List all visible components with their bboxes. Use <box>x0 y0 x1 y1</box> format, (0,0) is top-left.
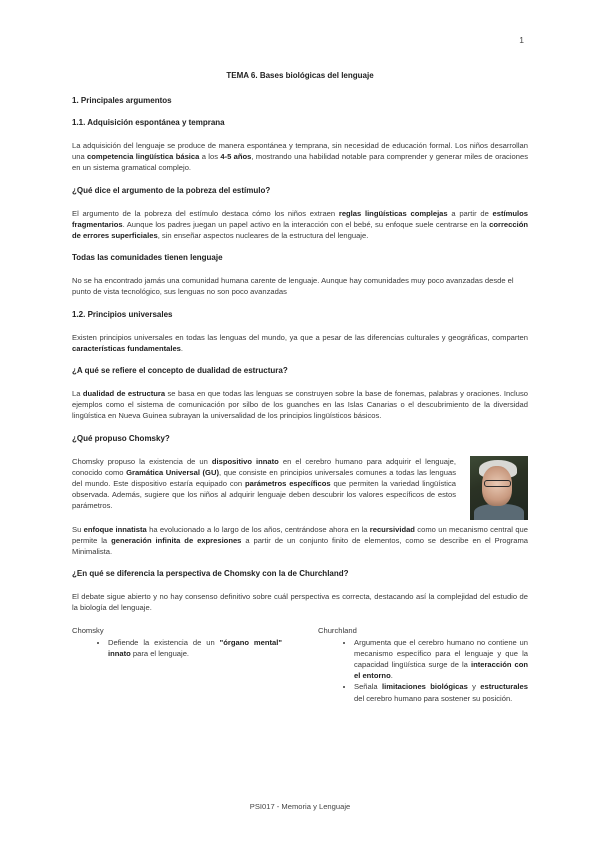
paragraph-pobreza: El argumento de la pobreza del estímulo destaca cómo los niños extraen reglas lingüísticas complejas a partir de estímulos fragmentarios. Aunque los padres juegan un papel activo en la interacción con el bebé, su enfoque suele centrarse en la corrección de errores superficiales, sin enseñar aspectos nucleares de la estructura del lenguaje. <box>72 208 528 241</box>
list-chomsky <box>72 637 282 659</box>
question-heading-dualidad: ¿A qué se refiere el concepto de dualidad de estructura? <box>72 366 288 376</box>
paragraph-chomsky-1: Chomsky propuso la existencia de un dispositivo innato en el cerebro humano para adquirir el lenguaje, conocido como Gramática Universal (GU), que consiste en principios universales comunes a todas las lenguas del mundo. Este dispositivo estaría equipado con parámetros específicos que permiten la variedad lingüística observada. Además, sugiere que los niños al adquirir lenguaje deben descubrir los valores específicos de estos parámetros. <box>72 456 456 511</box>
paragraph-universales: Existen principios universales en todas las lenguas del mundo, ya que a pesar de las diferencias culturales y geográficas, comparten características fundamentales. <box>72 332 528 353</box>
list-item: • Señala limitaciones biológicas y estructurales del cerebro humano para sostener su posición. <box>354 681 528 703</box>
column-label-chomsky: Chomsky <box>72 625 104 635</box>
document-title: TEMA 6. Bases biológicas del lenguaje <box>226 71 374 80</box>
section-heading-1: 1. Principales argumentos <box>72 96 172 105</box>
list-item: • Argumenta que el cerebro humano no contiene un mecanismo específico para el lenguaje y que la capacidad lingüística surge de la interacción con el entorno. <box>354 637 528 682</box>
paragraph-chomsky-2: Su enfoque innatista ha evolucionado a lo largo de los años, centrándose ahora en la recursividad como un mecanismo central que permite la generación infinita de expresiones a partir de un conjunto finito de elementos, como se describe en el Programa Minimalista. <box>72 524 529 557</box>
question-heading-chomsky: ¿Qué propuso Chomsky? <box>72 433 170 443</box>
column-churchland <box>318 626 528 704</box>
column-label-churchland: Churchland <box>318 625 357 635</box>
question-heading-comunidades: Todas las comunidades tienen lenguaje <box>72 253 223 263</box>
column-chomsky <box>72 626 282 704</box>
page-footer: PSI017 - Memoria y Lenguaje <box>249 802 351 811</box>
paragraph-adquisicion: La adquisición del lenguaje se produce de manera espontánea y temprana, sin necesidad de educación formal. Los niños desarrollan una competencia lingüística básica a los 4-5 años, mostrando una habilidad notable para comprender y generar miles de oraciones en un sistema gramatical complejo. <box>72 141 529 173</box>
section-heading-1-1: 1.1. Adquisición espontánea y temprana <box>72 118 225 127</box>
chomsky-block <box>72 456 528 512</box>
question-heading-churchland: ¿En qué se diferencia la perspectiva de Chomsky con la de Churchland? <box>72 569 349 579</box>
document-body <box>72 71 528 704</box>
section-heading-1-2: 1.2. Principios universales <box>72 309 173 319</box>
chomsky-portrait-image <box>470 456 528 520</box>
page-number: 1 <box>519 35 524 45</box>
paragraph-dualidad: La dualidad de estructura se basa en que todas las lenguas se construyen sobre la base de fonemas, palabras y oraciones. Incluso ejemplos como el sistema de comunicación por silbo de los guanches en las Islas Canarias o el descubrimiento de la diversidad lingüística en Nueva Guinea subrayan la universalidad de los principios lingüísticos básicos. <box>72 389 528 421</box>
question-heading-pobreza: ¿Qué dice el argumento de la pobreza del estímulo? <box>72 185 271 195</box>
list-item: • Defiende la existencia de un "órgano mental" innato para el lenguaje. <box>108 637 282 659</box>
paragraph-debate: El debate sigue abierto y no hay consenso definitivo sobre cuál perspectiva es correcta, destacando así la complejidad del estudio de la biología del lenguaje. <box>72 592 528 613</box>
list-churchland <box>318 637 528 704</box>
paragraph-comunidades: No se ha encontrado jamás una comunidad humana carente de lenguaje. Aunque hay comunidades muy poco avanzadas desde el punto de vista tecnológico, sus lenguas no son poco avanzadas <box>72 276 514 297</box>
comparison-columns <box>72 626 528 704</box>
